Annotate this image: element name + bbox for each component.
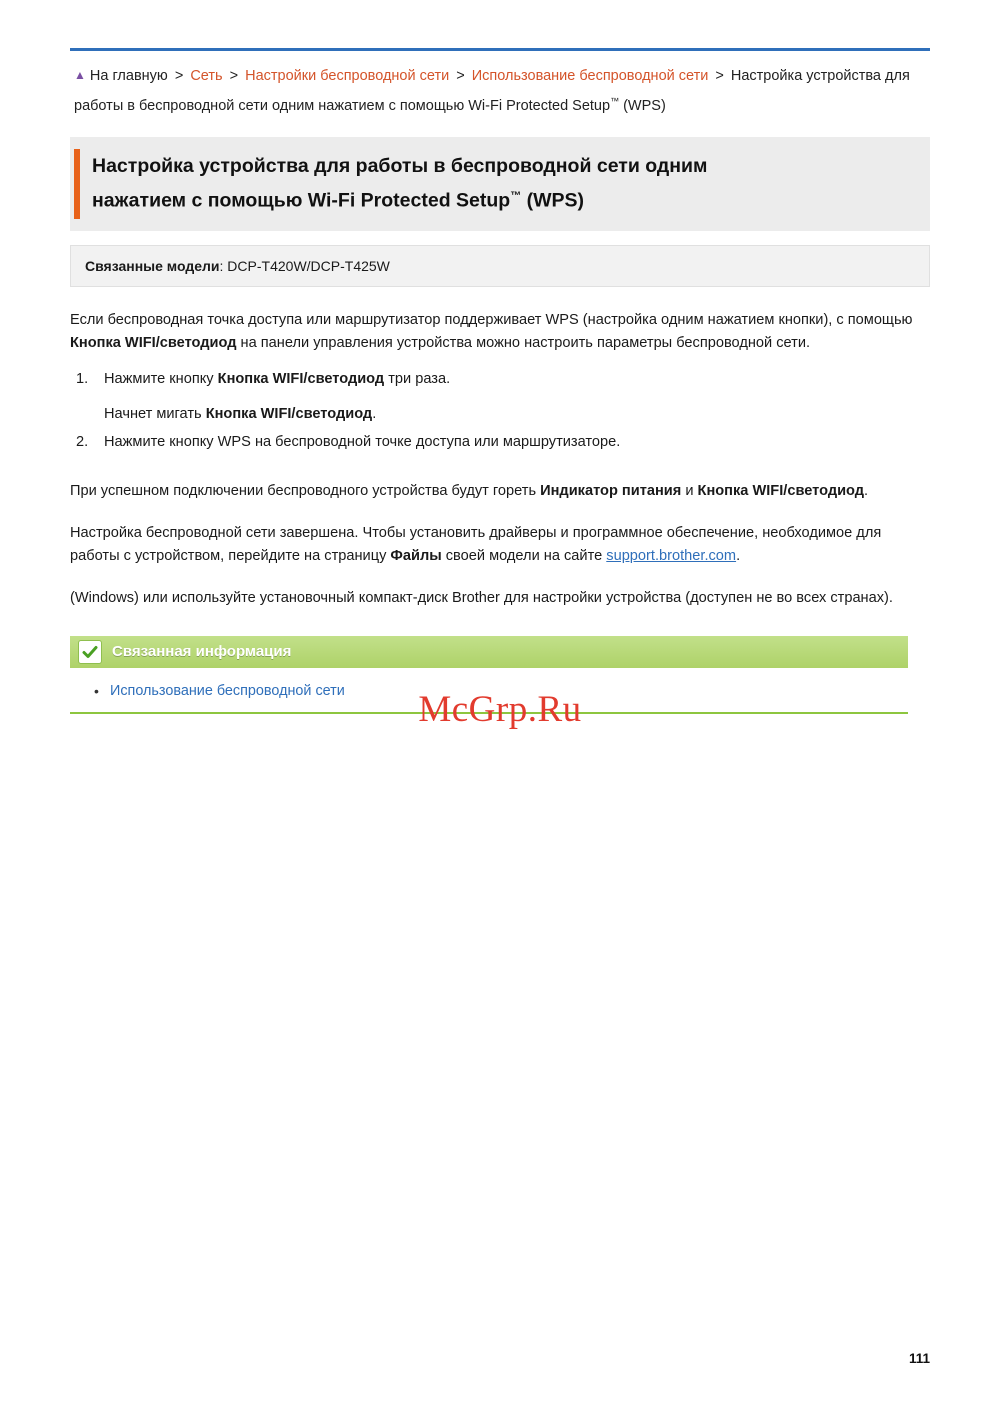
intro-bold-wifi-button: Кнопка WIFI/светодиод: [70, 334, 237, 351]
header-rule: [70, 48, 930, 51]
success-text-1: При успешном подключении беспроводного устройства будут гореть: [70, 482, 541, 499]
breadcrumb: [70, 64, 930, 119]
related-models-box: [70, 245, 930, 287]
success-paragraph: [70, 480, 930, 503]
page-title-line2-post: (WPS): [521, 189, 585, 212]
page-number: 111: [908, 1351, 930, 1366]
finish-paragraph: [70, 522, 930, 567]
breadcrumb-trademark: ™: [610, 96, 620, 106]
success-bold-wifi-button: Кнопка WIFI/светодиод: [697, 482, 865, 499]
spacer: [70, 502, 930, 522]
finish-bold-files: Файлы: [390, 547, 442, 564]
step-number-1: 1.: [76, 371, 89, 388]
step-1-text-pre: Нажмите кнопку: [104, 371, 218, 388]
check-badge-icon: [78, 640, 102, 664]
breadcrumb-separator: >: [170, 68, 188, 84]
intro-paragraph: [70, 309, 930, 354]
finish-text-3: .: [736, 547, 741, 564]
breadcrumb-separator: >: [452, 68, 469, 84]
related-models-label: Связанные модели: [85, 258, 220, 275]
step-1-sub-post: .: [372, 405, 377, 422]
step-1-sub-bold: Кнопка WIFI/светодиод: [205, 405, 373, 422]
page-title-line1: Настройка устройства для работы в беспроводной сети одним: [92, 154, 708, 177]
spacer: [70, 460, 930, 480]
breadcrumb-current-part1: Настройка: [730, 68, 803, 84]
page-title-trademark: ™: [510, 189, 522, 202]
watermark: McGrp.Ru: [418, 689, 582, 730]
breadcrumb-item-home: На главную: [89, 68, 168, 84]
list-item: [70, 431, 930, 454]
windows-note-paragraph: (Windows) или используйте установочный компакт-диск Brother для настройки устройства (доступен не во всех странах).: [70, 590, 893, 607]
success-bold-power-indicator: Индикатор питания: [540, 482, 682, 499]
related-information-title: Связанная информация: [112, 643, 292, 661]
list-item: [70, 368, 930, 425]
breadcrumb-item-wireless-settings[interactable]: Настройки беспроводной сети: [245, 68, 450, 84]
finish-text-1: Настройка беспроводной сети завершена. Чтобы установить драйверы и программное обеспечение, необходимое для работы с устройством, перейдите на страницу: [70, 525, 882, 564]
body-content: [70, 309, 930, 610]
step-1-text-post: три раза.: [384, 371, 451, 388]
page-title-line2-pre: нажатием с помощью Wi-Fi Protected Setup: [92, 189, 511, 212]
title-accent-bar: [74, 149, 80, 220]
breadcrumb-item-network[interactable]: Сеть: [190, 68, 223, 84]
success-text-3: .: [864, 482, 869, 499]
step-1-sub-pre: Начнет мигать: [104, 405, 206, 422]
breadcrumb-separator: >: [225, 68, 243, 84]
related-models-value: : DCP-T420W/DCP-T425W: [219, 258, 390, 275]
step-1-bold: Кнопка WIFI/светодиод: [217, 371, 385, 388]
breadcrumb-item-using-wireless[interactable]: Использование беспроводной сети: [471, 68, 709, 84]
intro-text-1: Если беспроводная точка доступа или маршрутизатор поддерживает WPS (настройка одним нажатием кнопки), с помощью: [70, 312, 913, 329]
step-2-text: Нажмите кнопку WPS на беспроводной точке доступа или маршрутизаторе.: [104, 434, 621, 451]
related-link-using-wireless[interactable]: Использование беспроводной сети: [110, 682, 345, 699]
page-content: [70, 64, 930, 714]
breadcrumb-current-part2: устройства для работы в беспроводной сети одним нажатием с помощью Wi-Fi Protected Setup: [74, 68, 910, 114]
related-information-header: [70, 636, 908, 668]
breadcrumb-current-part3: (WPS): [619, 97, 666, 114]
success-text-2: и: [681, 482, 698, 499]
finish-text-2: своей модели на сайте: [441, 547, 607, 564]
step-number-2: 2.: [76, 434, 89, 451]
step-1-substep: [104, 403, 930, 426]
breadcrumb-separator: >: [711, 68, 728, 84]
spacer: [70, 567, 930, 587]
page-title-band: [70, 137, 930, 232]
page-title: [92, 151, 912, 216]
steps-list: [70, 368, 930, 454]
intro-text-2: на панели управления устройства можно настроить параметры беспроводной сети.: [236, 334, 811, 351]
support-site-link[interactable]: support.brother.com: [606, 547, 737, 564]
home-icon: ▲: [74, 68, 86, 82]
